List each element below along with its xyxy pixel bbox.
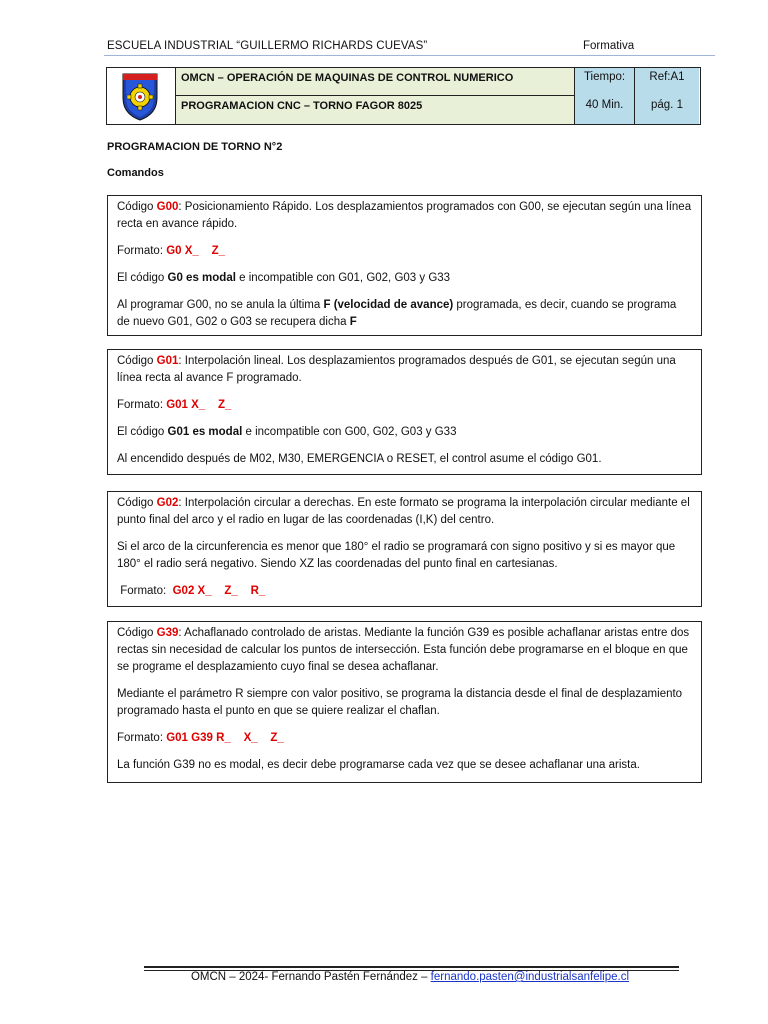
time-label: Tiempo: <box>583 71 626 83</box>
g39-description: Código G39: Achaflanado controlado de aristas. Mediante la función G39 es posible achaflanar aristas entre dos rectas sin necesidad de calcular los puntos de intersección. Esta función debe programarse en el bloque en que se programe el desplazamiento cuyo final se desea achaflanar. <box>117 627 690 673</box>
course-title: OMCN – OPERACIÓN DE MAQUINAS DE CONTROL NUMERICO <box>181 72 514 84</box>
g39-note2: La función G39 no es modal, es decir debe programarse cada vez que se desee achaflanar una arista. <box>117 759 640 771</box>
g39-note: Mediante el parámetro R siempre con valor positivo, se programa la distancia desde el final de desplazamiento programado hasta el punto en que se quiere realizar el chaflan. <box>117 688 683 717</box>
g00-format: Formato: G0 X_ Z_ <box>117 245 226 257</box>
school-name: ESCUELA INDUSTRIAL “GUILLERMO RICHARDS CUEVAS” <box>107 40 428 52</box>
g01-note: Al encendido después de M02, M30, EMERGENCIA o RESET, el control asume el código G01. <box>117 453 602 465</box>
page-title: PROGRAMACION DE TORNO N°2 <box>107 141 283 153</box>
g02-note: Si el arco de la circunferencia es menor que 180° el radio se programará con signo positivo y si es mayor que 180° el radio será negativo. Siendo XZ las coordenadas del punto final en cartesianas. <box>117 541 676 570</box>
g01-format-code: G01 X_ Z_ <box>166 399 232 411</box>
footer-email-link[interactable]: fernando.pasten@industrialsanfelipe.cl <box>430 971 630 983</box>
g02-format-code: G02 X_ Z_ R_ <box>172 585 266 597</box>
g00-description: Código G00: Posicionamiento Rápido. Los desplazamientos programados con G00, se ejecutan según una línea recta en avance rápido. <box>117 201 692 230</box>
g02-format: Formato: G02 X_ Z_ R_ <box>117 585 266 597</box>
g02-description: Código G02: Interpolación circular a derechas. En este formato se programa la interpolación circular mediante el punto final del arco y el radio en lugar de las coordenadas (I,K) del centro. <box>117 497 690 526</box>
g39-code: G39 <box>156 627 179 639</box>
command-box-g01 <box>107 349 702 475</box>
g02-code: G02 <box>156 497 179 509</box>
g01-code: G01 <box>156 355 179 367</box>
ref-code: Ref:A1 <box>649 71 685 83</box>
header-table <box>106 67 701 125</box>
school-crest-icon <box>107 68 173 124</box>
g00-note: Al programar G00, no se anula la última F (velocidad de avance) programada, es decir, cuando se programa de nuevo G01, G02 o G03 se recupera dicha F <box>117 299 677 328</box>
footer-text: OMCN – 2024- Fernando Pastén Fernández – <box>190 971 431 983</box>
g00-modal: El código G0 es modal e incompatible con G01, G02, G03 y G33 <box>117 272 451 284</box>
footer-divider <box>144 966 679 968</box>
footer <box>0 971 768 983</box>
section-subtitle: Comandos <box>107 167 164 179</box>
time-cell <box>574 68 634 124</box>
school-logo <box>107 68 176 124</box>
header-divider <box>104 55 715 56</box>
time-value: 40 Min. <box>585 99 624 111</box>
g01-description: Código G01: Interpolación lineal. Los desplazamientos programados después de G01, se ejecutan según una línea recta al avance F programado. <box>117 355 676 384</box>
page-number: pág. 1 <box>651 99 683 111</box>
command-box-g39 <box>107 621 702 783</box>
g00-code: G00 <box>156 201 179 213</box>
g39-format-code: G01 G39 R_ X_ Z_ <box>166 732 284 744</box>
command-box-g02 <box>107 491 702 607</box>
g39-format: Formato: G01 G39 R_ X_ Z_ <box>117 732 284 744</box>
ref-cell <box>634 68 699 124</box>
g01-modal: El código G01 es modal e incompatible con G00, G02, G03 y G33 <box>117 426 457 438</box>
g01-format: Formato: G01 X_ Z_ <box>117 399 232 411</box>
command-box-g00 <box>107 195 702 336</box>
topic-title: PROGRAMACION CNC – TORNO FAGOR 8025 <box>181 100 423 112</box>
document-type: Formativa <box>583 40 635 52</box>
g00-format-code: G0 X_ Z_ <box>166 245 226 257</box>
